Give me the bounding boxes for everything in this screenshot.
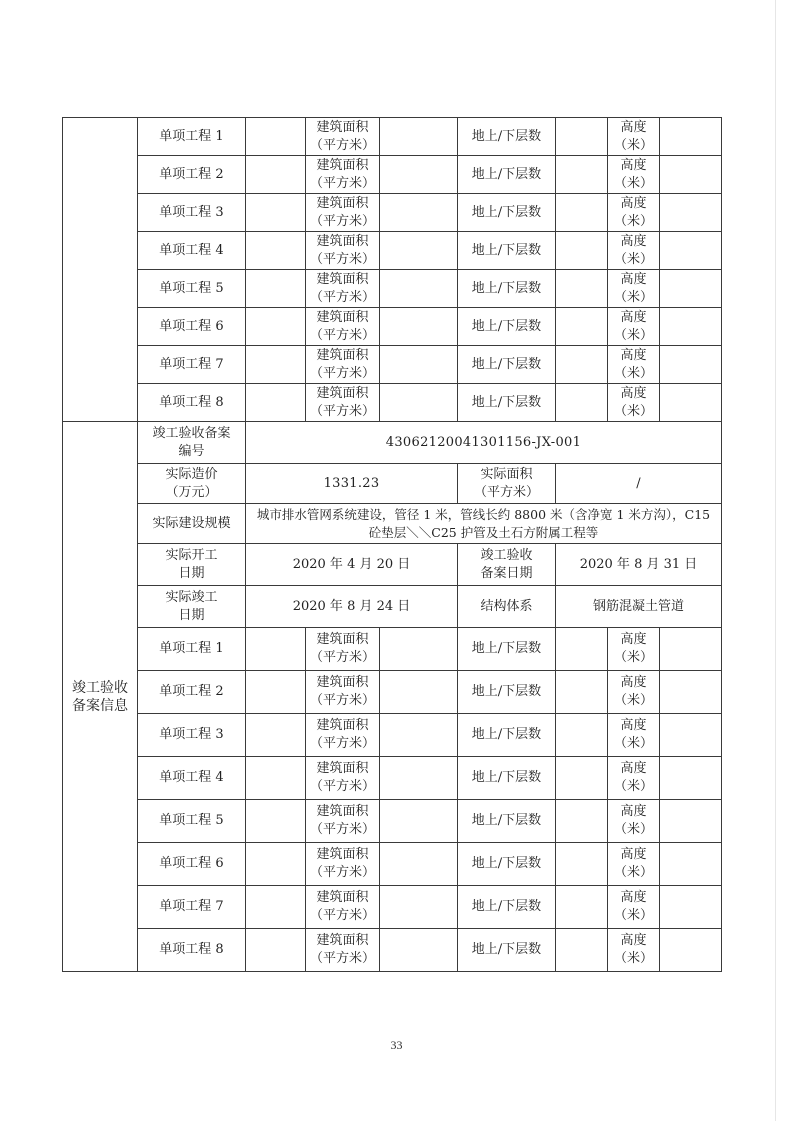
- building-area-label: 建筑面积 （平方米）: [306, 714, 380, 757]
- unit-project-row: [63, 308, 722, 346]
- unit-project-name-value: [246, 843, 306, 886]
- floors-label: 地上/下层数: [458, 886, 556, 929]
- unit-project-name: 单项工程 5: [138, 800, 246, 843]
- floors-value: [556, 628, 608, 671]
- unit-project-name: 单项工程 6: [138, 308, 246, 346]
- project-info-table: [62, 117, 722, 972]
- actual-cost-label: 实际造价 （万元）: [138, 464, 246, 504]
- floors-value: [556, 232, 608, 270]
- height-value: [660, 800, 722, 843]
- actual-finish-label: 实际竣工 日期: [138, 586, 246, 628]
- unit-project-name: 单项工程 2: [138, 671, 246, 714]
- height-label: 高度 （米）: [608, 714, 660, 757]
- building-area-value: [380, 843, 458, 886]
- building-area-label: 建筑面积 （平方米）: [306, 308, 380, 346]
- building-area-value: [380, 757, 458, 800]
- unit-project-name: 单项工程 1: [138, 118, 246, 156]
- unit-project-row: [63, 194, 722, 232]
- floors-value: [556, 118, 608, 156]
- floors-value: [556, 270, 608, 308]
- building-area-label: 建筑面积 （平方米）: [306, 800, 380, 843]
- building-area-label: 建筑面积 （平方米）: [306, 232, 380, 270]
- structure-value: 钢筋混凝土管道: [556, 586, 722, 628]
- floors-value: [556, 384, 608, 422]
- record-date-value: 2020 年 8 月 31 日: [556, 544, 722, 586]
- scale-row: [63, 504, 722, 544]
- unit-project-name-value: [246, 384, 306, 422]
- height-value: [660, 346, 722, 384]
- building-area-value: [380, 671, 458, 714]
- unit-project-row: [63, 384, 722, 422]
- height-value: [660, 671, 722, 714]
- floors-value: [556, 757, 608, 800]
- height-value: [660, 757, 722, 800]
- top-section-label: [63, 118, 138, 422]
- height-value: [660, 308, 722, 346]
- unit-project-row: [63, 843, 722, 886]
- floors-value: [556, 929, 608, 972]
- height-label: 高度 （米）: [608, 270, 660, 308]
- floors-label: 地上/下层数: [458, 118, 556, 156]
- floors-label: 地上/下层数: [458, 843, 556, 886]
- height-label: 高度 （米）: [608, 118, 660, 156]
- floors-value: [556, 714, 608, 757]
- unit-project-row: [63, 628, 722, 671]
- unit-project-row: [63, 929, 722, 972]
- floors-value: [556, 346, 608, 384]
- unit-project-row: [63, 270, 722, 308]
- unit-project-name: 单项工程 4: [138, 232, 246, 270]
- unit-project-name: 单项工程 7: [138, 346, 246, 384]
- cost-area-row: [63, 464, 722, 504]
- unit-project-row: [63, 671, 722, 714]
- unit-project-row: [63, 757, 722, 800]
- building-area-value: [380, 714, 458, 757]
- height-value: [660, 886, 722, 929]
- unit-project-name: 单项工程 3: [138, 194, 246, 232]
- height-value: [660, 843, 722, 886]
- building-area-label: 建筑面积 （平方米）: [306, 270, 380, 308]
- building-area-label: 建筑面积 （平方米）: [306, 346, 380, 384]
- height-value: [660, 118, 722, 156]
- height-value: [660, 194, 722, 232]
- actual-start-label: 实际开工 日期: [138, 544, 246, 586]
- building-area-label: 建筑面积 （平方米）: [306, 156, 380, 194]
- floors-label: 地上/下层数: [458, 628, 556, 671]
- height-value: [660, 384, 722, 422]
- unit-project-name: 单项工程 3: [138, 714, 246, 757]
- record-number-row: [63, 422, 722, 464]
- height-label: 高度 （米）: [608, 929, 660, 972]
- height-label: 高度 （米）: [608, 671, 660, 714]
- height-label: 高度 （米）: [608, 886, 660, 929]
- unit-project-name: 单项工程 1: [138, 628, 246, 671]
- building-area-label: 建筑面积 （平方米）: [306, 886, 380, 929]
- actual-cost-value: 1331.23: [246, 464, 458, 504]
- page-number: 33: [390, 1038, 403, 1052]
- height-label: 高度 （米）: [608, 384, 660, 422]
- floors-label: 地上/下层数: [458, 308, 556, 346]
- finish-structure-row: [63, 586, 722, 628]
- building-area-value: [380, 384, 458, 422]
- floors-value: [556, 671, 608, 714]
- floors-value: [556, 308, 608, 346]
- floors-value: [556, 194, 608, 232]
- floors-value: [556, 886, 608, 929]
- building-area-value: [380, 194, 458, 232]
- unit-project-name-value: [246, 800, 306, 843]
- building-area-label: 建筑面积 （平方米）: [306, 843, 380, 886]
- height-value: [660, 714, 722, 757]
- building-area-label: 建筑面积 （平方米）: [306, 757, 380, 800]
- unit-project-name-value: [246, 886, 306, 929]
- building-area-label: 建筑面积 （平方米）: [306, 384, 380, 422]
- record-date-label: 竣工验收 备案日期: [458, 544, 556, 586]
- building-area-value: [380, 800, 458, 843]
- building-area-label: 建筑面积 （平方米）: [306, 671, 380, 714]
- floors-value: [556, 843, 608, 886]
- building-area-label: 建筑面积 （平方米）: [306, 929, 380, 972]
- unit-project-name: 单项工程 6: [138, 843, 246, 886]
- building-area-value: [380, 346, 458, 384]
- unit-project-row: [63, 232, 722, 270]
- unit-project-name-value: [246, 628, 306, 671]
- building-area-value: [380, 156, 458, 194]
- completion-section-label: 竣工验收 备案信息: [63, 422, 138, 972]
- unit-project-name-value: [246, 194, 306, 232]
- floors-label: 地上/下层数: [458, 671, 556, 714]
- unit-project-name-value: [246, 346, 306, 384]
- record-number-label: 竣工验收备案 编号: [138, 422, 246, 464]
- building-area-label: 建筑面积 （平方米）: [306, 118, 380, 156]
- unit-project-row: [63, 118, 722, 156]
- unit-project-name: 单项工程 8: [138, 384, 246, 422]
- unit-project-row: [63, 800, 722, 843]
- floors-label: 地上/下层数: [458, 194, 556, 232]
- building-area-value: [380, 118, 458, 156]
- actual-start-value: 2020 年 4 月 20 日: [246, 544, 458, 586]
- unit-project-name-value: [246, 118, 306, 156]
- unit-project-name-value: [246, 270, 306, 308]
- height-label: 高度 （米）: [608, 628, 660, 671]
- page-edge-line: [775, 0, 776, 1121]
- floors-label: 地上/下层数: [458, 270, 556, 308]
- height-value: [660, 929, 722, 972]
- actual-area-label: 实际面积 （平方米）: [458, 464, 556, 504]
- unit-project-name-value: [246, 714, 306, 757]
- unit-project-name: 单项工程 7: [138, 886, 246, 929]
- actual-area-value: /: [556, 464, 722, 504]
- building-area-value: [380, 308, 458, 346]
- height-value: [660, 156, 722, 194]
- actual-scale-value: 城市排水管网系统建设，管径 1 米，管线长约 8800 米（含净宽 1 米方沟），C15 砼垫层＼＼C25 护管及土石方附属工程等: [246, 504, 722, 544]
- unit-project-name-value: [246, 308, 306, 346]
- unit-project-row: [63, 714, 722, 757]
- building-area-label: 建筑面积 （平方米）: [306, 194, 380, 232]
- unit-project-row: [63, 156, 722, 194]
- building-area-value: [380, 628, 458, 671]
- height-value: [660, 232, 722, 270]
- height-label: 高度 （米）: [608, 194, 660, 232]
- floors-label: 地上/下层数: [458, 346, 556, 384]
- building-area-value: [380, 270, 458, 308]
- unit-project-name: 单项工程 2: [138, 156, 246, 194]
- height-label: 高度 （米）: [608, 757, 660, 800]
- building-area-value: [380, 929, 458, 972]
- floors-label: 地上/下层数: [458, 714, 556, 757]
- height-label: 高度 （米）: [608, 346, 660, 384]
- structure-label: 结构体系: [458, 586, 556, 628]
- floors-value: [556, 800, 608, 843]
- unit-project-row: [63, 346, 722, 384]
- building-area-value: [380, 232, 458, 270]
- unit-project-name: 单项工程 5: [138, 270, 246, 308]
- height-label: 高度 （米）: [608, 843, 660, 886]
- actual-scale-label: 实际建设规模: [138, 504, 246, 544]
- floors-value: [556, 156, 608, 194]
- height-value: [660, 628, 722, 671]
- floors-label: 地上/下层数: [458, 800, 556, 843]
- unit-project-name: 单项工程 4: [138, 757, 246, 800]
- height-label: 高度 （米）: [608, 156, 660, 194]
- height-label: 高度 （米）: [608, 308, 660, 346]
- unit-project-name-value: [246, 156, 306, 194]
- unit-project-row: [63, 886, 722, 929]
- floors-label: 地上/下层数: [458, 156, 556, 194]
- floors-label: 地上/下层数: [458, 232, 556, 270]
- unit-project-name-value: [246, 671, 306, 714]
- height-label: 高度 （米）: [608, 232, 660, 270]
- unit-project-name: 单项工程 8: [138, 929, 246, 972]
- height-label: 高度 （米）: [608, 800, 660, 843]
- record-number-value: 43062120041301156-JX-001: [246, 422, 722, 464]
- height-value: [660, 270, 722, 308]
- unit-project-name-value: [246, 757, 306, 800]
- start-record-date-row: [63, 544, 722, 586]
- building-area-label: 建筑面积 （平方米）: [306, 628, 380, 671]
- actual-finish-value: 2020 年 8 月 24 日: [246, 586, 458, 628]
- building-area-value: [380, 886, 458, 929]
- unit-project-name-value: [246, 232, 306, 270]
- floors-label: 地上/下层数: [458, 929, 556, 972]
- floors-label: 地上/下层数: [458, 757, 556, 800]
- unit-project-name-value: [246, 929, 306, 972]
- floors-label: 地上/下层数: [458, 384, 556, 422]
